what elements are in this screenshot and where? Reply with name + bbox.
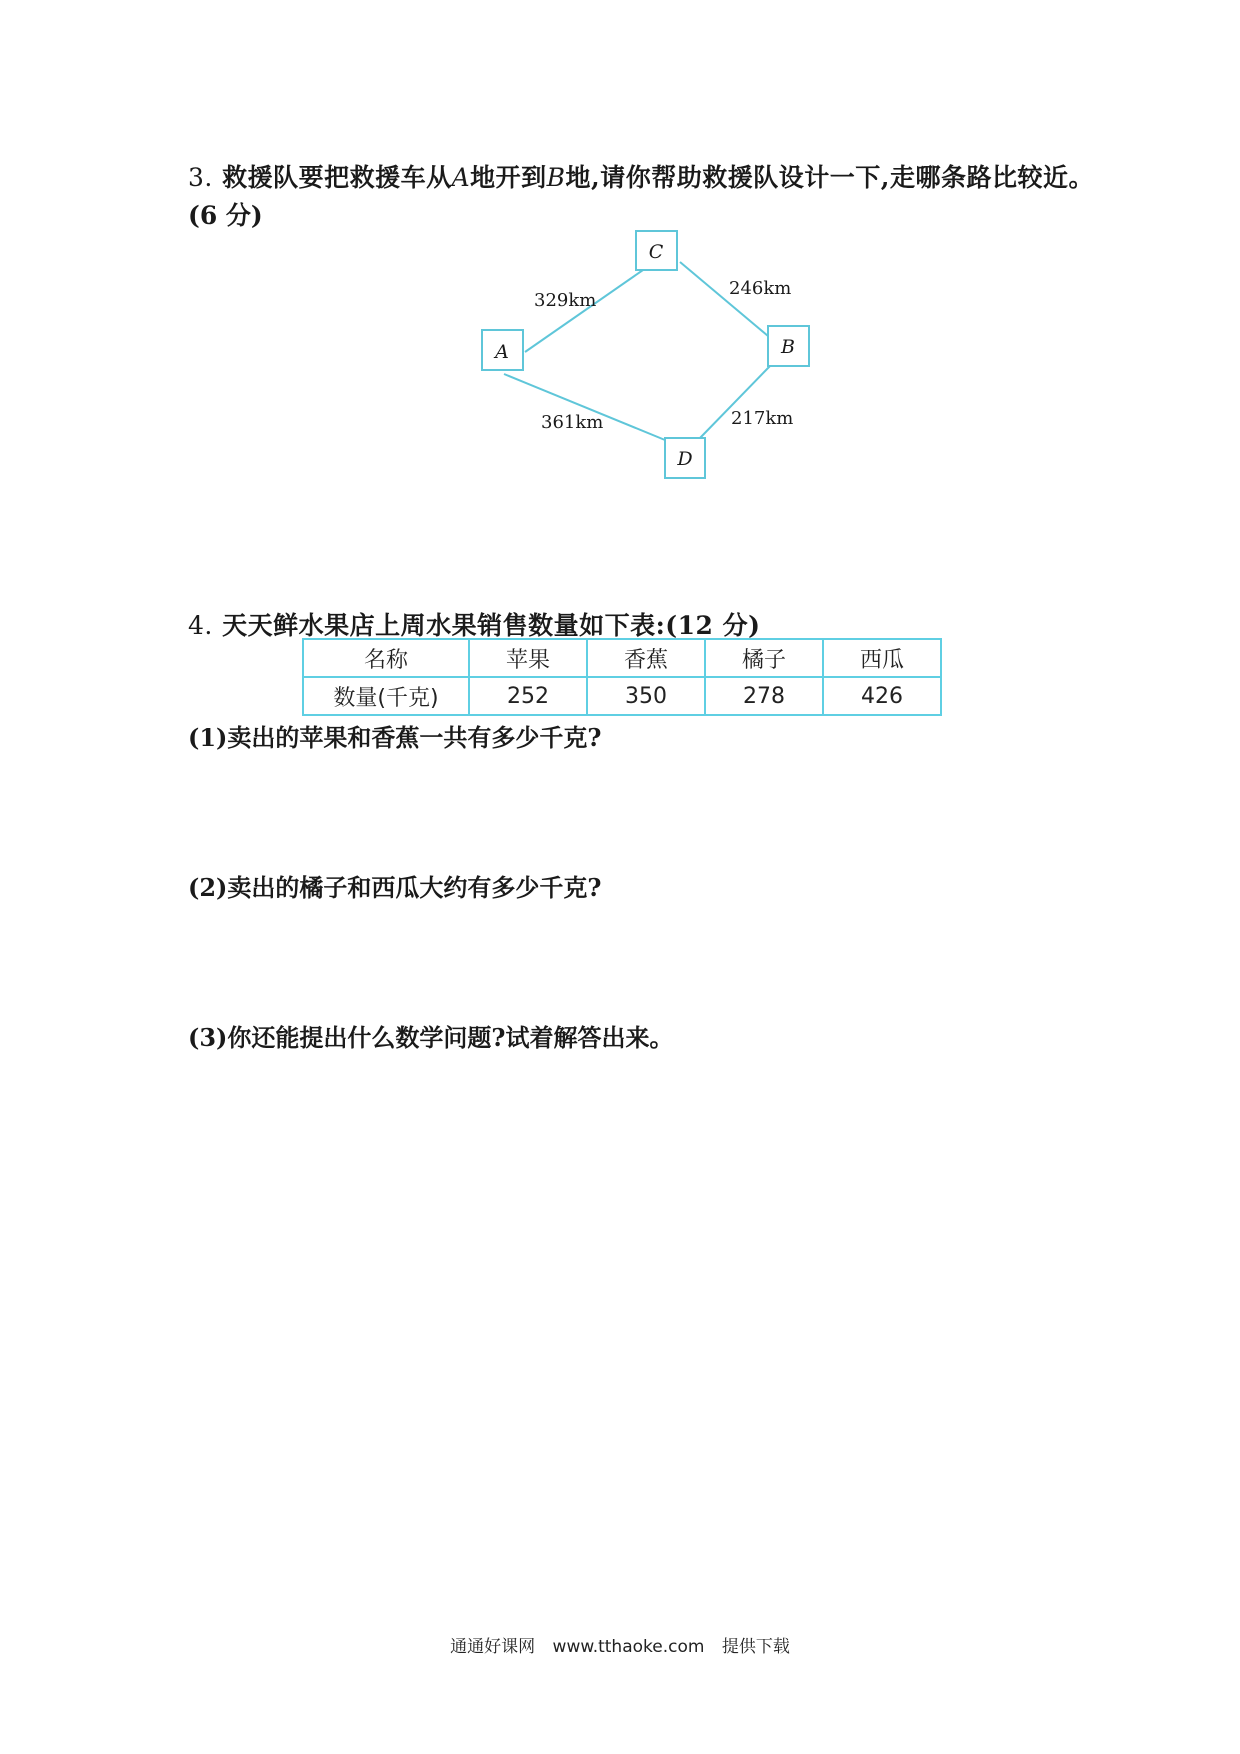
edge-a-c-label: 329km	[534, 290, 597, 311]
table-header-cell: 名称	[303, 639, 469, 677]
route-diagram	[0, 0, 1240, 520]
table-header-cell: 香蕉	[587, 639, 705, 677]
table-cell: 数量(千克)	[303, 677, 469, 715]
node-c-label: C	[648, 241, 664, 263]
table-header-cell: 苹果	[469, 639, 587, 677]
q3-point-b: B	[546, 163, 566, 192]
page-footer	[0, 1632, 1240, 1657]
q3-text-3: 地,请你帮助救援队设计一下,走哪条路比较近。	[565, 163, 1094, 192]
fruit-sales-table	[302, 638, 942, 716]
footer-site-name: 通通好课网	[450, 1637, 536, 1657]
edge-d-b-label: 217km	[731, 408, 794, 429]
q3-text-2: 地开到	[470, 163, 547, 192]
node-b-label: B	[781, 336, 795, 358]
footer-suffix: 提供下载	[721, 1637, 790, 1657]
table-cell: 350	[587, 677, 705, 715]
table-row	[303, 677, 941, 715]
q4-sub-question-3: (3)你还能提出什么数学问题?试着解答出来。	[188, 1023, 674, 1052]
q4-title	[188, 606, 760, 642]
q3-text-1: 救援队要把救援车从	[222, 163, 452, 192]
table-header-row	[303, 639, 941, 677]
table-header-cell: 橘子	[705, 639, 823, 677]
q3-number: 3.	[188, 163, 213, 192]
table-cell: 278	[705, 677, 823, 715]
node-a-label: A	[495, 341, 509, 363]
footer-url[interactable]: www.tthaoke.com	[552, 1637, 705, 1657]
table-cell: 426	[823, 677, 941, 715]
table-cell: 252	[469, 677, 587, 715]
q4-sub-question-2: (2)卖出的橘子和西瓜大约有多少千克?	[188, 873, 602, 902]
node-d-label: D	[677, 448, 693, 470]
q4-sub-question-1: (1)卖出的苹果和香蕉一共有多少千克?	[188, 723, 602, 752]
edge-c-b	[680, 262, 768, 336]
edge-a-d-label: 361km	[541, 412, 604, 433]
q4-text: 天天鲜水果店上周水果销售数量如下表:(12 分)	[222, 611, 761, 640]
q4-number: 4.	[188, 611, 213, 640]
q3-score: (6 分)	[188, 201, 263, 230]
table-header-cell: 西瓜	[823, 639, 941, 677]
edge-c-b-label: 246km	[729, 278, 792, 299]
edge-a-c	[525, 270, 643, 352]
q3-point-a: A	[451, 163, 471, 192]
